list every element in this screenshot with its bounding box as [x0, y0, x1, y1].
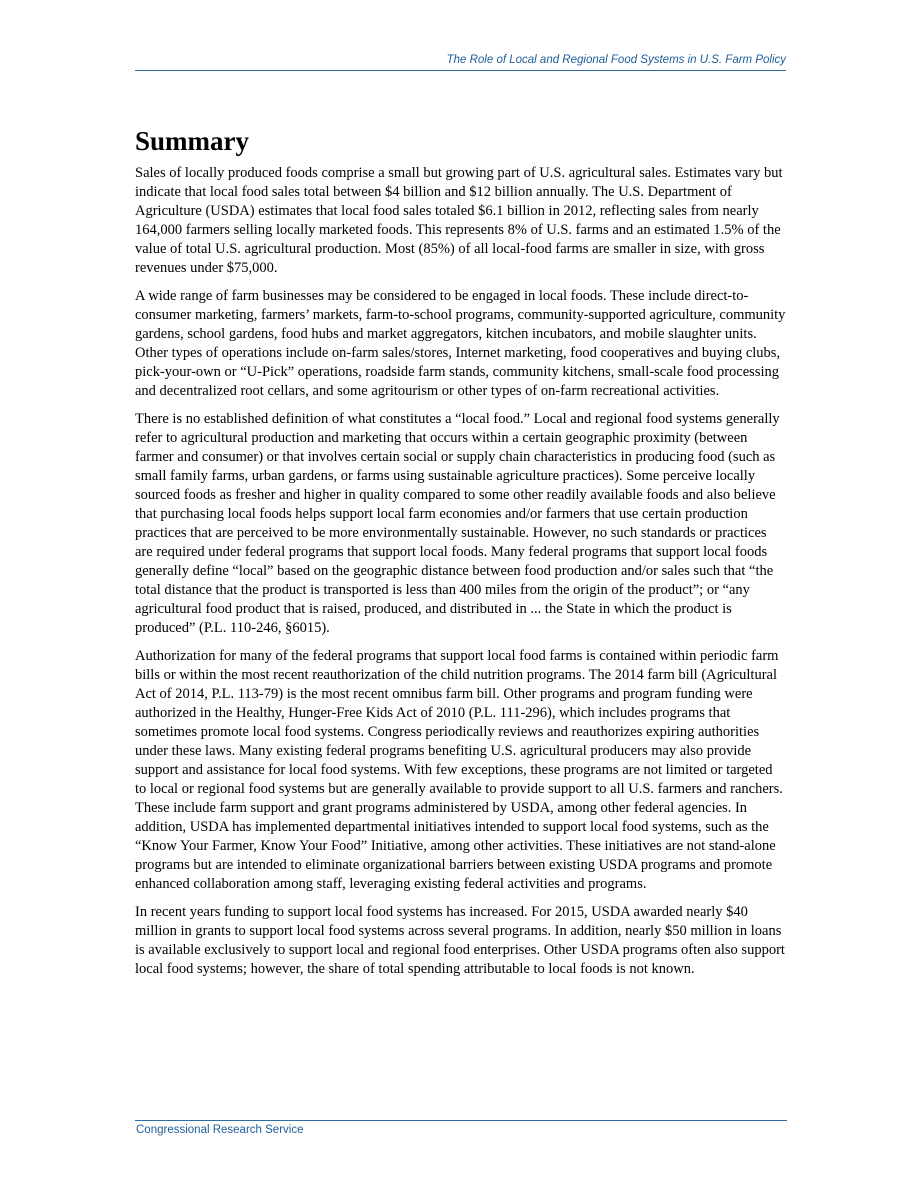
main-content — [135, 124, 787, 988]
summary-paragraph-2: A wide range of farm businesses may be considered to be engaged in local foods. These include direct-to-consumer marketing, farmers’ markets, farm-to-school programs, community-supported agriculture, community gardens, school gardens, food hubs and market aggregators, kitchen incubators, and mobile slaughter units. Other types of operations include on-farm sales/stores, Internet marketing, food cooperatives and buying clubs, pick-your-own or “U-Pick” operations, roadside farm stands, community kitchens, small-scale food processing and decentralized root cellars, and some agritourism or other types of on-farm recreational activities. — [135, 288, 786, 399]
summary-heading: Summary — [135, 126, 249, 156]
running-title: The Role of Local and Regional Food Systems in U.S. Farm Policy — [446, 54, 786, 66]
summary-paragraph-3: There is no established definition of what constitutes a “local food.” Local and regional food systems generally refer to agricultural production and marketing that occurs within a certain geographic proximity (between farmer and consumer) or that involves certain social or supply chain characteristics in producing food (such as small family farms, urban gardens, or farms using sustainable agriculture practices). Some perceive locally sourced foods as fresher and higher in quality compared to some other readily available foods and also believe that purchasing local foods helps support local farm economies and/or farmers that use certain production practices that are perceived to be more environmentally sustainable. However, no such standards or practices are required under federal programs that support local foods. Many federal programs that support local foods generally define “local” based on the geographic distance between food production and/or sales such that “the total distance that the product is transported is less than 400 miles from the origin of the product”; or “any agricultural food product that is raised, produced, and distributed in ... the State in which the product is produced” (P.L. 110-246, §6015). — [135, 411, 780, 636]
summary-paragraph-4: Authorization for many of the federal programs that support local food farms is contained within periodic farm bills or within the most recent reauthorization of the child nutrition programs. The 2014 farm bill (Agricultural Act of 2014, P.L. 113-79) is the most recent omnibus farm bill. Other programs and program funding were authorized in the Healthy, Hunger-Free Kids Act of 2010 (P.L. 111-296), which includes programs that sometimes promote local food systems. Congress periodically reviews and reauthorizes expiring authorities under these laws. Many existing federal programs benefiting U.S. agricultural producers may also provide support and assistance for local food systems. With few exceptions, these programs are not limited or targeted to local or regional food systems but are generally available to provide support to all U.S. farmers and ranchers. These include farm support and grant programs administered by USDA, among other federal agencies. In addition, USDA has implemented departmental initiatives intended to support local food systems, such as the “Know Your Farmer, Know Your Food” Initiative, among other activities. These initiatives are not stand-alone programs but are intended to eliminate organizational barriers between existing USDA programs and promote enhanced collaboration among staff, leveraging existing federal activities and programs. — [135, 648, 783, 892]
page-header — [135, 53, 786, 71]
summary-paragraph-5: In recent years funding to support local food systems has increased. For 2015, USDA awarded nearly $40 million in grants to support local food systems across several programs. In addition, nearly $50 million in loans is available exclusively to support local and regional food enterprises. Other USDA programs often also support local food systems; however, the share of total spending attributable to local foods is not known. — [135, 904, 785, 977]
footer-organization: Congressional Research Service — [136, 1124, 304, 1136]
summary-paragraph-1: Sales of locally produced foods comprise a small but growing part of U.S. agricultural sales. Estimates vary but indicate that local food sales total between $4 billion and $12 billion annually. The U.S. Department of Agriculture (USDA) estimates that local food sales totaled $6.1 billion in 2012, reflecting sales from nearly 164,000 farmers selling locally marketed foods. This represents 8% of U.S. farms and an estimated 1.5% of the value of total U.S. agricultural production. Most (85%) of all local-food farms are smaller in size, with gross revenues under $75,000. — [135, 165, 783, 276]
page-footer — [135, 1120, 787, 1136]
